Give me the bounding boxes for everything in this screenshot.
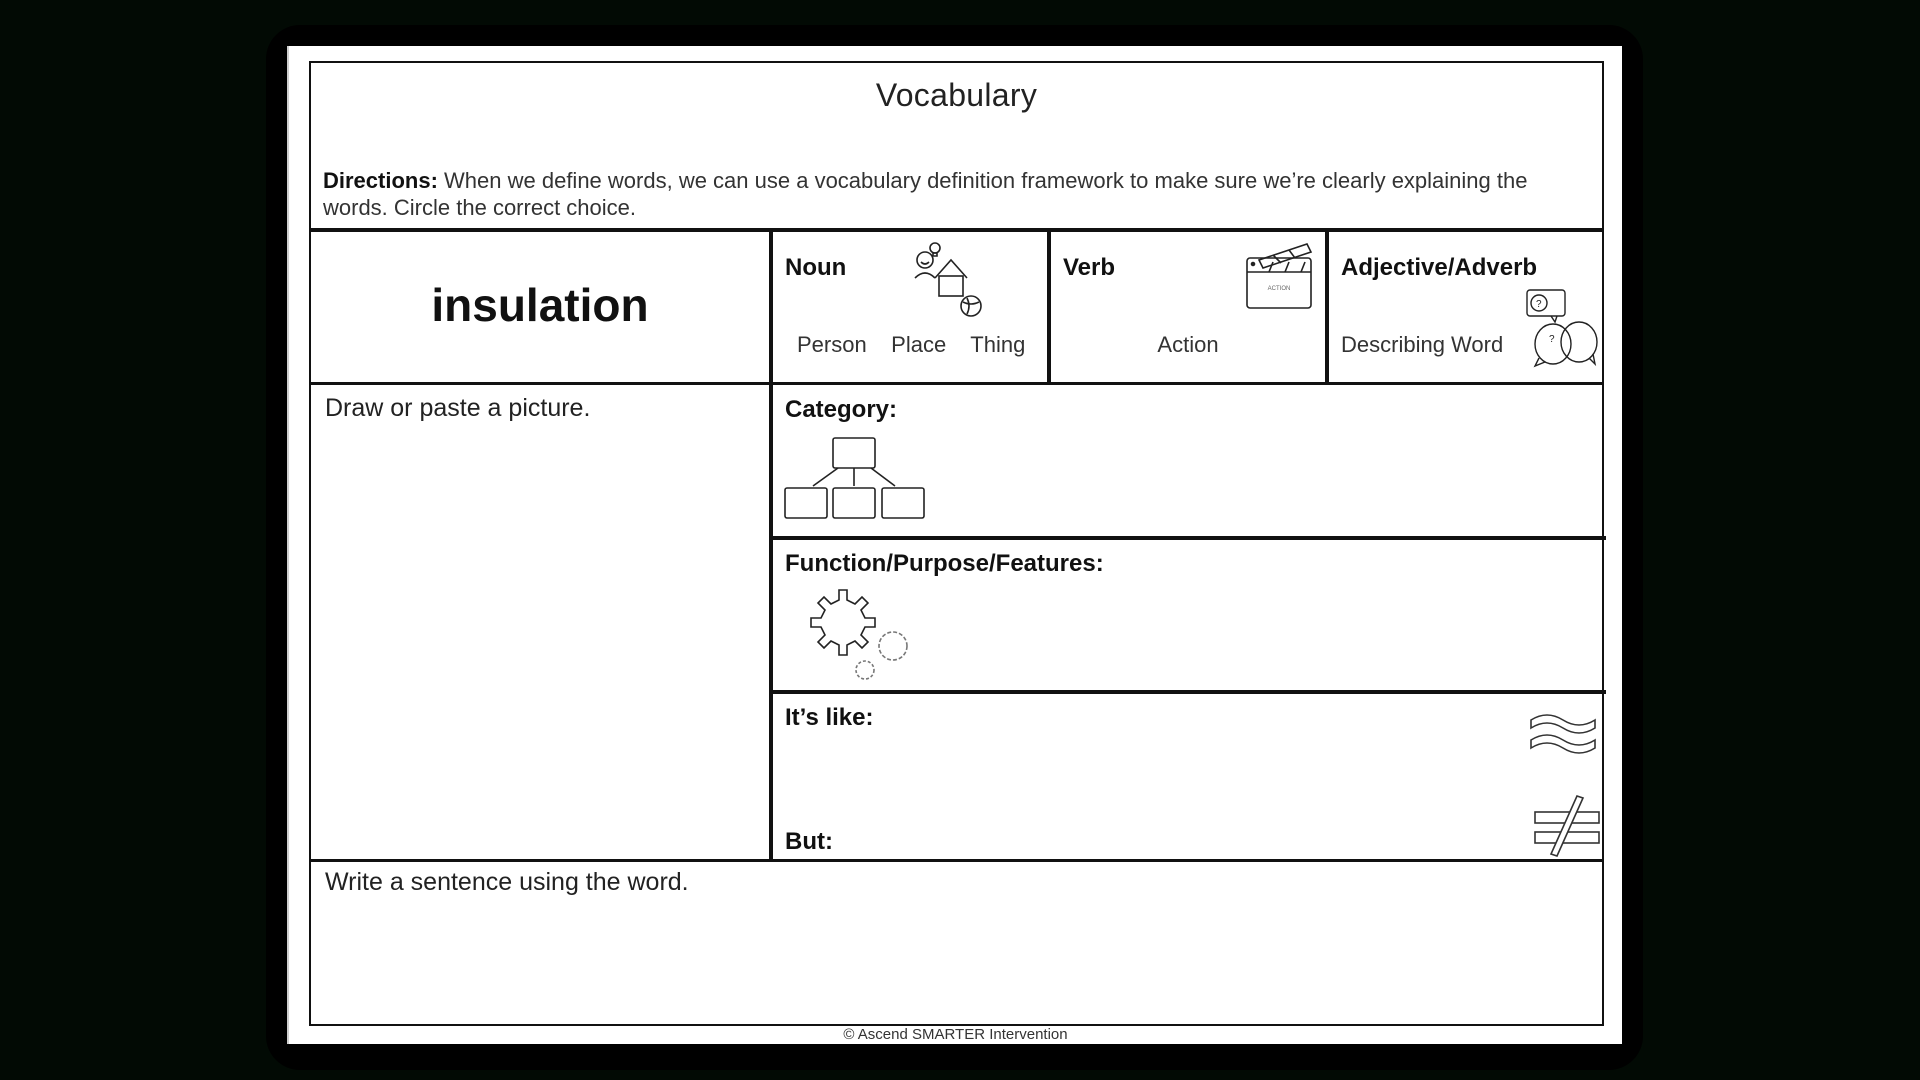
noun-options xyxy=(797,332,1025,358)
clapperboard-icon xyxy=(1245,240,1315,312)
option-action[interactable]: Action xyxy=(1157,332,1219,357)
directions-text: When we define words, we can use a vocabulary definition framework to make sure we’re clearly explaining the words. Circle the correct choice. xyxy=(323,168,1528,220)
speech-bubbles-icon xyxy=(1525,288,1601,368)
svg-text:?: ? xyxy=(1549,334,1555,345)
option-place[interactable]: Place xyxy=(891,332,947,357)
verb-option[interactable] xyxy=(1051,232,1325,382)
verb-label: Verb xyxy=(1063,254,1116,281)
adjective-adverb-label: Adjective/Adverb xyxy=(1341,254,1538,281)
noun-option[interactable] xyxy=(773,232,1047,382)
svg-text:ACTION: ACTION xyxy=(1267,286,1291,292)
noun-label: Noun xyxy=(785,254,847,281)
picture-prompt: Draw or paste a picture. xyxy=(325,394,591,422)
option-thing[interactable]: Thing xyxy=(970,332,1026,357)
sentence-area[interactable] xyxy=(311,862,1602,1024)
comparison-section[interactable] xyxy=(773,694,1604,859)
directions-label: Directions: xyxy=(323,168,438,193)
approximately-equal-icon xyxy=(1529,712,1597,758)
worksheet-table xyxy=(309,61,1604,1026)
person-place-thing-icon xyxy=(911,240,991,320)
option-person[interactable]: Person xyxy=(797,332,867,357)
not-equal-icon xyxy=(1533,794,1601,858)
page-title: Vocabulary xyxy=(875,77,1038,113)
category-label: Category: xyxy=(785,396,898,423)
word-row-divider xyxy=(311,382,1602,385)
category-section[interactable] xyxy=(773,386,1604,536)
copyright-footer: © Ascend SMARTER Intervention xyxy=(843,1026,1068,1043)
directions xyxy=(323,167,1573,221)
function-label: Function/Purpose/Features: xyxy=(785,550,1104,577)
adjective-adverb-option[interactable] xyxy=(1329,232,1604,382)
hierarchy-diagram-icon xyxy=(783,436,928,522)
picture-area[interactable] xyxy=(311,386,769,859)
its-like-label: It’s like: xyxy=(785,704,874,731)
vocabulary-word: insulation xyxy=(431,279,649,331)
gears-icon xyxy=(797,584,917,684)
sentence-prompt: Write a sentence using the word. xyxy=(325,868,689,896)
worksheet-page xyxy=(287,46,1622,1044)
but-label: But: xyxy=(785,828,833,855)
svg-text:?: ? xyxy=(1536,299,1542,310)
option-describing-word[interactable]: Describing Word xyxy=(1341,332,1504,357)
function-section[interactable] xyxy=(773,540,1604,690)
